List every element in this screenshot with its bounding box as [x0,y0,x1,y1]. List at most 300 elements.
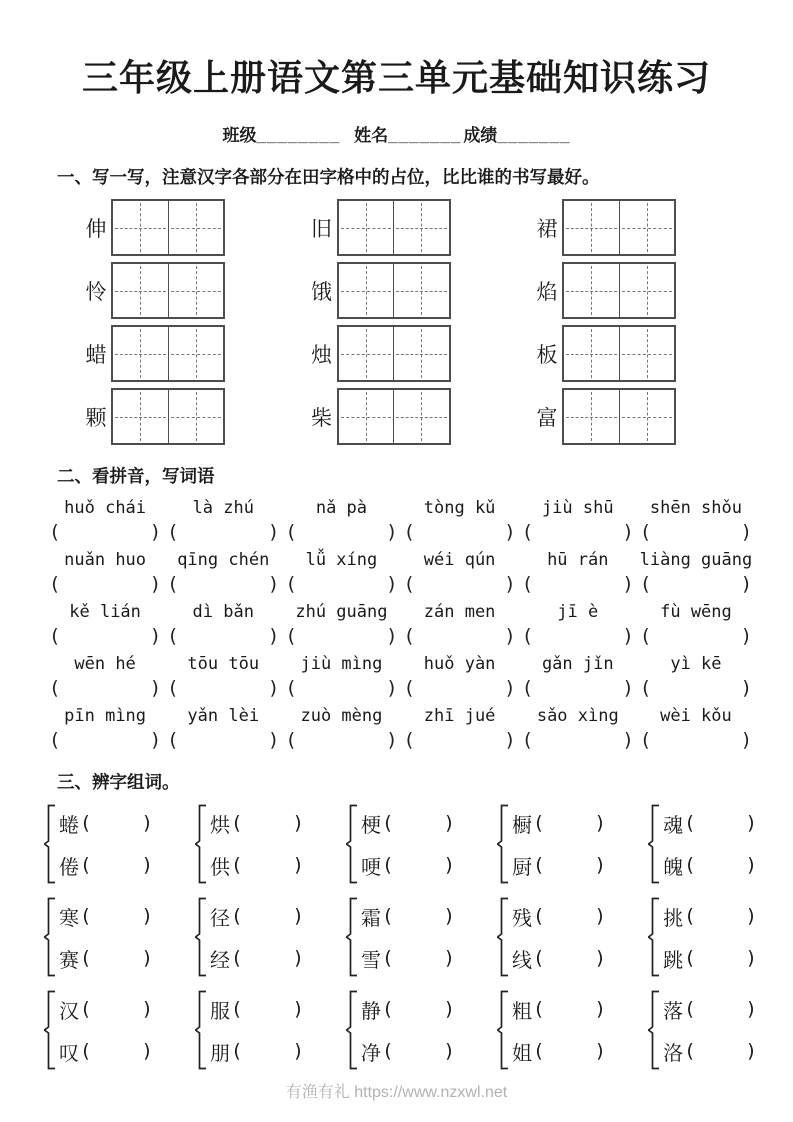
tianzige-grid[interactable] [562,388,676,445]
paren-close: ) [504,677,516,699]
brace-icon [346,804,358,884]
pair-character: 厨 [512,856,533,879]
pinyin-block [46,498,755,751]
pinyin-word: fù wēng [660,602,732,622]
answer-blank[interactable] [282,729,400,751]
pinyin-word: nǎ pà [315,498,368,518]
writing-item [535,262,676,319]
brace-icon [648,897,660,977]
answer-blank-row [46,729,755,751]
answer-blank[interactable] [519,625,637,647]
section2-heading: 二、看拼音，写词语 [57,466,215,486]
pair-group [44,990,153,1070]
paren-open: ( [639,625,652,647]
pair-character: 雪 [361,949,382,972]
answer-blank[interactable] [401,521,519,543]
pair-group [346,804,455,884]
pair-line [361,809,455,838]
pair-line [663,851,757,880]
character-label: 饿 [311,280,332,304]
pair-line [59,809,153,838]
paren-open: ( [80,998,92,1020]
paren-open: ( [285,573,297,595]
tianzige-grid[interactable] [111,262,225,319]
section1-heading: 一、写一写，注意汉字各部分在田字格中的占位，比比谁的书写最好。 [57,167,600,187]
writing-item [310,388,451,445]
field-blank[interactable]: _______ [497,126,571,145]
pair-line [210,809,304,838]
grid-cell[interactable] [620,264,675,317]
tianzige-grid[interactable] [562,325,676,382]
paren-close: ) [267,573,280,595]
paren-close: ) [745,998,757,1020]
paren-close: ) [141,854,153,876]
brace-icon [44,990,56,1070]
writing-item [84,325,225,382]
grid-cell[interactable] [620,390,675,443]
pair-character: 残 [512,907,533,930]
brace-icon [195,897,207,977]
paren-close: ) [443,854,455,876]
grid-cell[interactable] [339,390,395,443]
pair-column [512,809,606,880]
grid-cell[interactable] [394,201,449,254]
paren-close: ) [267,521,280,543]
paren-close: ) [141,1040,153,1062]
pinyin-word: shēn shǒu [649,498,742,518]
pair-group [195,990,304,1070]
brace-icon [346,897,358,977]
answer-blank[interactable] [164,521,282,543]
pair-line [361,995,455,1024]
pinyin-row [46,550,755,570]
pair-column [512,995,606,1066]
field-label: 班级 [222,126,257,145]
answer-blank[interactable] [282,521,400,543]
grid-cell[interactable] [113,390,169,443]
paren-open: ( [382,854,394,876]
pair-column [663,809,757,880]
answer-blank[interactable] [401,625,519,647]
paren-close: ) [594,905,606,927]
pair-character: 霜 [361,907,382,930]
pair-column [210,902,304,973]
pair-character: 魂 [663,814,684,837]
paren-close: ) [622,625,634,647]
pair-line [59,944,153,973]
pinyin-word: gǎn jǐn [541,654,614,674]
tianzige-grid[interactable] [111,325,225,382]
pinyin-word: zhú guāng [295,602,388,622]
grid-cell[interactable] [169,327,224,380]
paren-open: ( [533,854,545,876]
paren-close: ) [386,677,398,699]
pair-line [512,995,606,1024]
pair-character: 落 [663,1000,684,1023]
paren-open: ( [231,1040,243,1062]
pair-line [663,1037,757,1066]
pinyin-row [46,602,755,622]
pinyin-word: wèi kǒu [660,706,732,726]
paren-open: ( [533,998,545,1020]
paren-close: ) [386,729,398,751]
writing-item [310,262,451,319]
answer-blank[interactable] [282,573,400,595]
pair-line [663,809,757,838]
writing-item [84,199,225,256]
paren-close: ) [594,854,606,876]
answer-blank[interactable] [519,521,637,543]
paren-open: ( [684,998,696,1020]
answer-blank[interactable] [282,677,400,699]
answer-blank[interactable] [164,729,282,751]
tianzige-grid[interactable] [337,199,451,256]
paren-close: ) [622,573,634,595]
paren-open: ( [521,677,534,699]
paren-open: ( [49,677,61,699]
paren-close: ) [292,812,304,834]
grid-cell[interactable] [394,264,449,317]
pair-line [59,902,153,931]
paren-close: ) [745,854,757,876]
grid-cell[interactable] [564,390,620,443]
pair-line [361,944,455,973]
answer-blank[interactable] [46,521,164,543]
pinyin-word: zuò mèng [300,706,383,726]
pinyin-word: yì kē [670,654,722,674]
pair-character: 经 [210,949,231,972]
paren-open: ( [533,812,545,834]
paren-open: ( [403,625,415,647]
pair-character: 橱 [512,814,533,837]
pair-character: 挑 [663,907,684,930]
pair-row [44,804,757,884]
paren-open: ( [49,521,61,543]
field-blank[interactable]: ________ [256,126,341,145]
tianzige-grid[interactable] [337,325,451,382]
paren-close: ) [740,729,753,751]
watermark-footer: 有渔有礼 https://www.nzxwl.net [285,1084,508,1101]
pinyin-word: hū rán [547,550,609,570]
pair-character: 叹 [59,1042,79,1065]
pair-character: 梗 [361,814,382,837]
paren-open: ( [684,1040,696,1062]
pinyin-word: wéi qún [423,550,496,570]
pair-character: 姐 [512,1042,533,1065]
paren-close: ) [443,812,455,834]
paren-open: ( [231,905,243,927]
answer-blank[interactable] [282,625,400,647]
pair-group [648,990,757,1070]
tianzige-grid[interactable] [111,388,225,445]
character-label: 焰 [536,280,558,304]
paren-close: ) [267,625,280,647]
paren-close: ) [149,521,162,543]
paren-close: ) [504,521,516,543]
paren-open: ( [231,998,243,1020]
character-label: 颗 [85,406,107,430]
answer-blank[interactable] [46,677,164,699]
pair-column [210,809,304,880]
answer-blank[interactable] [519,677,637,699]
pair-line [210,995,304,1024]
pair-group [648,804,757,884]
paren-open: ( [684,947,696,969]
answer-blank[interactable] [519,573,637,595]
pair-line [210,944,304,973]
paren-close: ) [745,947,757,969]
paren-open: ( [49,625,61,647]
grid-cell[interactable] [620,201,675,254]
header-field [354,126,461,145]
pair-line [663,944,757,973]
paren-open: ( [80,854,92,876]
field-blank[interactable]: _______ [388,126,462,145]
pinyin-word: zhī jué [423,706,496,726]
grid-cell[interactable] [564,327,620,380]
paren-close: ) [292,854,304,876]
paren-close: ) [622,729,634,751]
grid-cell[interactable] [169,201,224,254]
grid-cell[interactable] [113,327,169,380]
writing-item [84,388,225,445]
pair-character: 倦 [59,856,79,879]
pinyin-row [46,654,755,674]
paren-open: ( [403,573,415,595]
pair-character: 粗 [512,1000,533,1023]
paren-close: ) [740,625,753,647]
pair-character: 寒 [59,907,79,930]
brace-icon [497,897,509,977]
writing-item [84,262,225,319]
paren-open: ( [231,812,243,834]
grid-cell[interactable] [169,264,224,317]
pair-line [512,809,606,838]
grid-cell[interactable] [620,327,675,380]
paren-open: ( [684,905,696,927]
tianzige-grid[interactable] [111,199,225,256]
paren-close: ) [141,947,153,969]
paren-open: ( [382,905,394,927]
pair-group [44,897,153,977]
paren-close: ) [622,677,634,699]
tianzige-grid[interactable] [337,388,451,445]
pair-character: 汉 [59,1000,79,1023]
pinyin-word: tòng kǔ [423,498,496,518]
grid-cell[interactable] [564,201,620,254]
grid-cell[interactable] [564,264,620,317]
paren-open: ( [167,677,179,699]
pair-line [512,851,606,880]
answer-blank[interactable] [164,625,282,647]
brace-icon [195,990,207,1070]
paren-open: ( [639,677,652,699]
brace-icon [497,804,509,884]
paren-close: ) [745,812,757,834]
pair-character: 服 [210,1000,231,1023]
paren-open: ( [403,729,415,751]
paren-close: ) [443,1040,455,1062]
writing-item [310,199,451,256]
pair-line [59,1037,153,1066]
pair-row [44,990,757,1070]
pair-character: 净 [361,1042,382,1065]
paren-close: ) [141,998,153,1020]
brace-icon [648,804,660,884]
writing-item [310,325,451,382]
answer-blank[interactable] [46,729,164,751]
paren-open: ( [639,521,652,543]
answer-blank[interactable] [164,677,282,699]
grid-cell[interactable] [394,327,449,380]
paren-open: ( [382,947,394,969]
pair-line [59,995,153,1024]
paren-close: ) [149,625,162,647]
brace-icon [497,990,509,1070]
paren-close: ) [386,573,398,595]
pair-block [44,804,757,1070]
paren-close: ) [149,729,162,751]
paren-close: ) [149,573,162,595]
answer-blank[interactable] [637,521,755,543]
paren-open: ( [80,812,92,834]
character-label: 板 [536,343,558,367]
pair-group [648,897,757,977]
pair-column [59,995,153,1066]
pinyin-word: nuǎn huo [64,550,147,570]
pinyin-word: sǎo xìng [536,706,619,726]
answer-blank[interactable] [637,729,755,751]
pair-column [361,995,455,1066]
character-label: 富 [536,406,558,430]
pinyin-word: huǒ chái [64,498,147,518]
paren-open: ( [684,812,696,834]
pinyin-word: jī è [557,602,599,622]
paren-open: ( [639,573,652,595]
pinyin-word: qīng chén [177,550,270,570]
paren-close: ) [267,729,280,751]
paren-close: ) [443,998,455,1020]
paren-open: ( [382,812,394,834]
pair-group [195,804,304,884]
header-field [463,126,570,145]
paren-open: ( [167,573,179,595]
paren-close: ) [292,1040,304,1062]
pinyin-word: dì bǎn [192,602,254,622]
pair-line [663,995,757,1024]
brace-icon [346,990,358,1070]
pair-group [497,990,606,1070]
pair-character: 洛 [663,1042,684,1065]
paren-open: ( [533,947,545,969]
tianzige-grid[interactable] [562,262,676,319]
pair-column [361,902,455,973]
answer-blank[interactable] [46,573,164,595]
paren-close: ) [149,677,162,699]
grid-cell[interactable] [394,390,449,443]
answer-blank[interactable] [401,677,519,699]
pair-character: 供 [210,856,231,879]
grid-cell[interactable] [169,390,224,443]
paren-close: ) [386,521,398,543]
paren-close: ) [141,812,153,834]
tianzige-grid[interactable] [562,199,676,256]
answer-blank[interactable] [46,625,164,647]
paren-close: ) [622,521,634,543]
paren-close: ) [292,998,304,1020]
paren-open: ( [285,729,297,751]
pair-character: 朋 [210,1042,231,1065]
pair-line [210,851,304,880]
pair-column [210,995,304,1066]
grid-cell[interactable] [339,201,395,254]
pair-character: 烘 [210,814,231,837]
pair-line [512,1037,606,1066]
paren-close: ) [267,677,280,699]
paren-open: ( [49,729,61,751]
answer-blank[interactable] [637,677,755,699]
paren-open: ( [285,625,297,647]
pair-group [497,804,606,884]
header-fields [0,121,793,146]
writing-item [535,325,676,382]
pinyin-word: lǚ xíng [305,550,378,570]
pinyin-row [46,706,755,726]
paren-open: ( [231,947,243,969]
header-field [222,126,340,145]
grid-cell[interactable] [339,327,395,380]
field-label: 姓名 [354,126,389,145]
paren-open: ( [533,905,545,927]
paren-close: ) [740,573,753,595]
character-label: 伸 [85,217,107,241]
pinyin-word: wēn hé [74,654,136,674]
answer-blank[interactable] [401,573,519,595]
pair-column [663,902,757,973]
paren-close: ) [443,905,455,927]
character-label: 怜 [85,280,107,304]
character-label: 烛 [311,343,332,367]
paren-close: ) [504,573,516,595]
paren-open: ( [521,521,534,543]
pair-line [361,1037,455,1066]
paren-close: ) [504,729,516,751]
answer-blank[interactable] [637,573,755,595]
writing-item [535,199,676,256]
pair-character: 径 [210,907,231,930]
paren-open: ( [80,947,92,969]
answer-blank-row [46,573,755,595]
paren-open: ( [382,998,394,1020]
pair-row [44,897,757,977]
answer-blank[interactable] [401,729,519,751]
paren-close: ) [594,812,606,834]
pinyin-word: jiù shū [541,498,614,518]
pinyin-word: pīn mìng [64,706,147,726]
paren-close: ) [386,625,398,647]
answer-blank[interactable] [164,573,282,595]
answer-blank[interactable] [519,729,637,751]
paren-close: ) [745,905,757,927]
grid-cell[interactable] [113,264,169,317]
answer-blank[interactable] [637,625,755,647]
pair-line [512,902,606,931]
paren-open: ( [382,1040,394,1062]
paren-close: ) [443,947,455,969]
tianzige-grid[interactable] [337,262,451,319]
grid-cell[interactable] [113,201,169,254]
grid-cell[interactable] [339,264,395,317]
